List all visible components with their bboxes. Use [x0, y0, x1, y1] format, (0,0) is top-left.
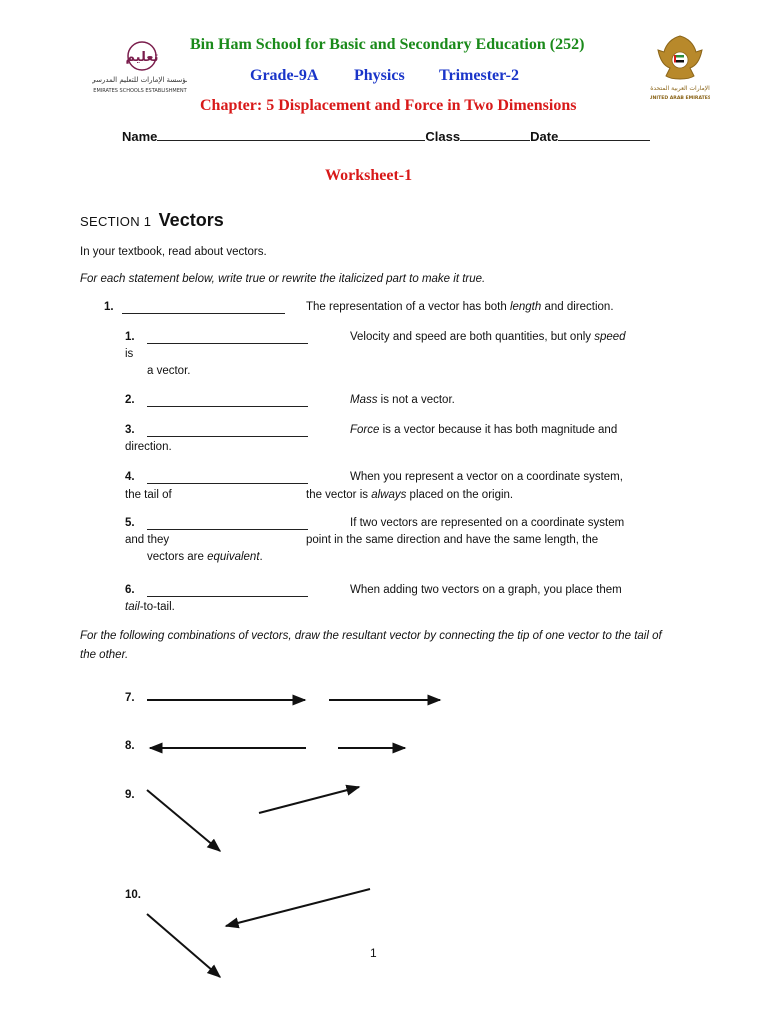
name-label: Name [122, 129, 158, 144]
section-name: Vectors [158, 210, 224, 230]
drawing-item-number: 8. [125, 740, 135, 752]
statement-text-continued: direction. [125, 441, 172, 453]
statement-text: Velocity and speed are both quantities, but only speed [350, 331, 626, 343]
logo-arabic-caption: مؤسسة الإمارات للتعليم المدرسي [92, 76, 187, 84]
draw-instructions: For the following combinations of vectors, draw the resultant vector by connecting the tip of one vector to the tail of the other. [80, 630, 662, 661]
emblem-arabic-caption: الإمارات العربية المتحدة [650, 85, 710, 92]
question-number: 6. [125, 584, 135, 596]
vector-arrow [259, 787, 359, 813]
chapter-title: Chapter: 5 Displacement and Force in Two Dimensions [200, 97, 577, 114]
statement-text: Force is a vector because it has both magnitude and [350, 424, 618, 436]
vector-arrow [147, 914, 220, 977]
question-number: 4. [125, 471, 135, 483]
vector-arrow [226, 889, 370, 926]
drawing-item-number: 7. [125, 692, 135, 704]
statement-text-continued: a vector. [147, 365, 191, 377]
statement-text-continued: and they [125, 534, 170, 546]
statement-text: The representation of a vector has both length and direction. [306, 301, 614, 313]
statement-text-continued: is [125, 348, 134, 360]
statement-text-continued: vectors are equivalent. [147, 551, 263, 563]
grade-label: Grade-9A [250, 67, 319, 84]
drawing-item-number: 10. [125, 889, 141, 901]
question-number: 2. [125, 394, 135, 406]
statement-text-continued: the vector is always placed on the origin. [306, 489, 514, 501]
school-title: Bin Ham School for Basic and Secondary Education (252) [190, 36, 585, 53]
statement-text: Mass is not a vector. [350, 394, 455, 406]
emblem-english-caption: UNITED ARAB EMIRATES [650, 96, 710, 101]
trimester-label: Trimester-2 [439, 67, 519, 84]
drawing-item-number: 9. [125, 789, 135, 801]
logo-arabic-text: تعليم [125, 50, 159, 65]
statement-text: When adding two vectors on a graph, you place them [350, 584, 622, 596]
vector-arrow [147, 790, 220, 851]
section-instructions: For each statement below, write true or rewrite the italicized part to make it true. [80, 273, 486, 285]
worksheet-title: Worksheet-1 [325, 167, 413, 184]
question-number: 5. [125, 517, 135, 529]
statement-text: If two vectors are represented on a coordinate system [350, 517, 625, 529]
subject-label: Physics [354, 67, 405, 84]
question-number: 3. [125, 424, 135, 436]
class-label: Class [425, 129, 461, 144]
statement-text-continued: point in the same direction and have the same length, the [306, 534, 599, 546]
statement-text: When you represent a vector on a coordinate system, [350, 471, 623, 483]
question-number: 1. [104, 301, 114, 313]
logo-english-caption: EMIRATES SCHOOLS ESTABLISHMENT [93, 88, 187, 94]
statement-text-continued: tail-to-tail. [125, 601, 175, 613]
section-intro: In your textbook, read about vectors. [80, 246, 267, 258]
statement-text-continued: the tail of [125, 489, 172, 501]
date-label: Date [530, 129, 559, 144]
question-number: 1. [125, 331, 135, 343]
page-number: 1 [370, 946, 377, 960]
section-number: SECTION 1 [80, 214, 152, 229]
